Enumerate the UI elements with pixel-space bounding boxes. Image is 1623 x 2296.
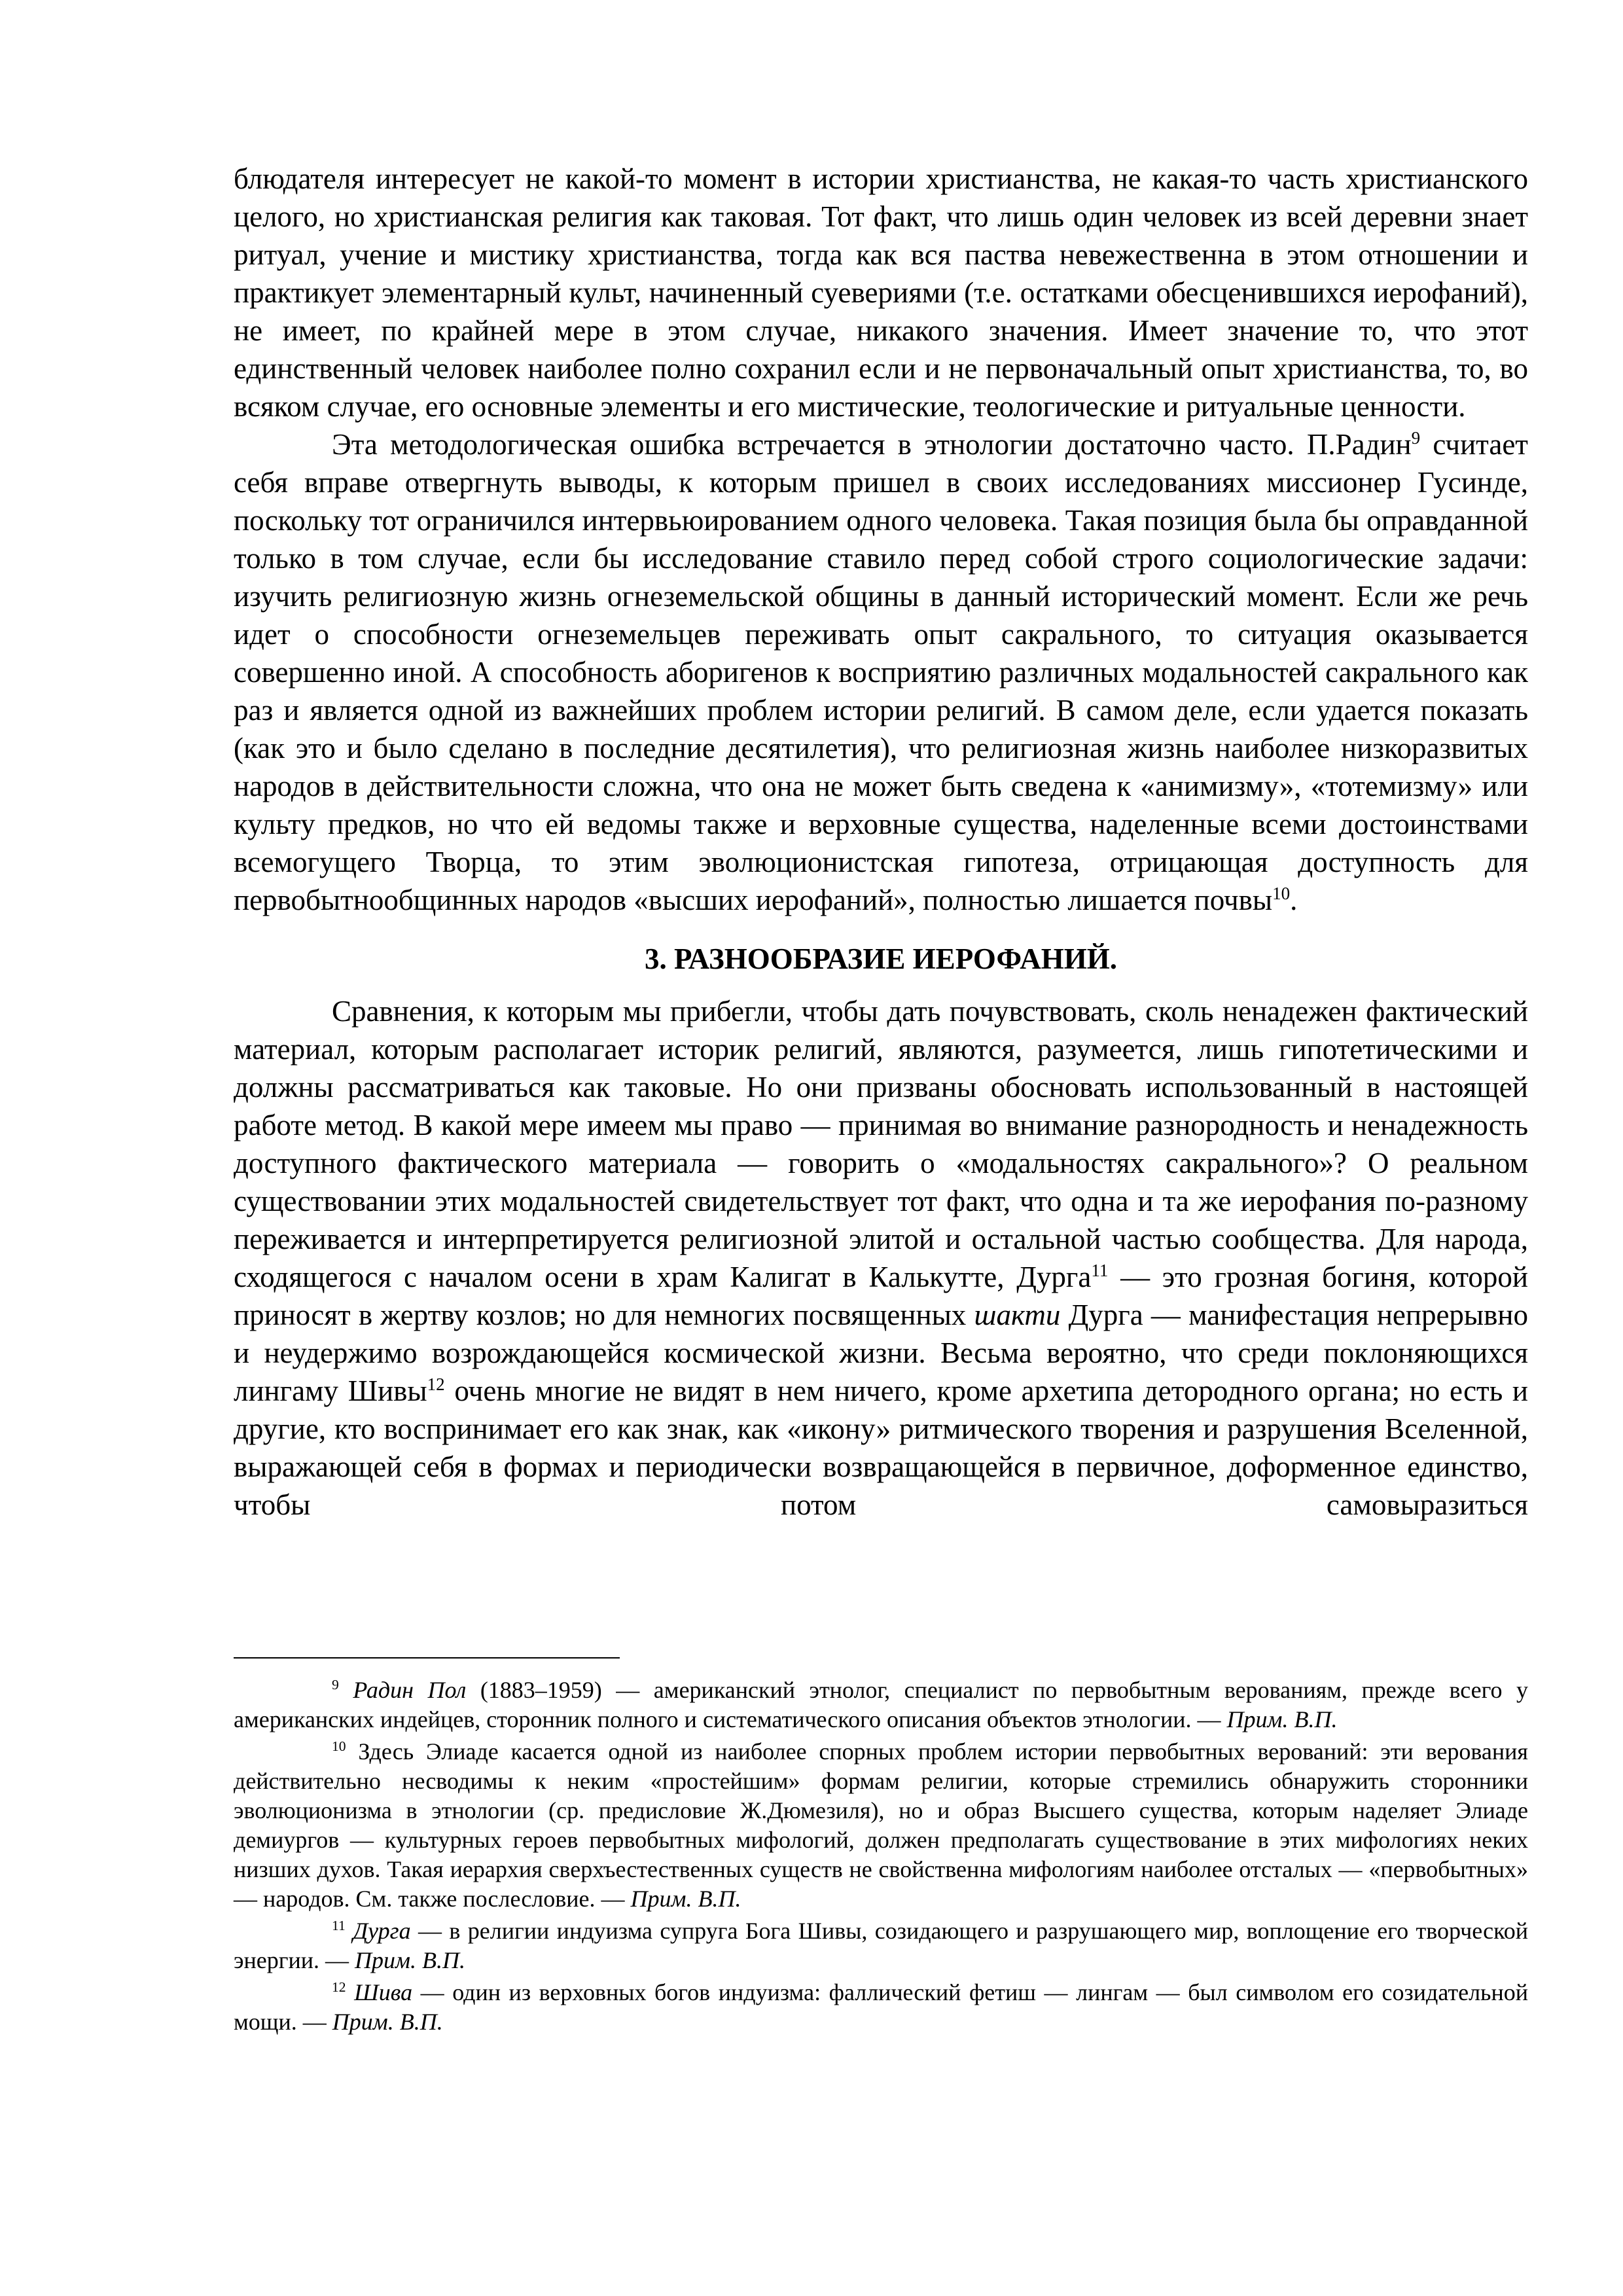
footnote-12 [234,1978,1528,2037]
footnote-11 [234,1916,1528,1975]
footnote-9 [234,1676,1528,1734]
paragraph-2-text-a: Эта методологическая ошибка встречается в этнологии достаточно часто. П.Радин [332,428,1412,461]
footnote-11-name: Дурга [353,1918,411,1944]
footnote-ref-12[interactable]: 12 [427,1374,445,1394]
main-text [234,160,1528,1524]
footnote-10 [234,1737,1528,1914]
paragraph-3-text-a: Сравнения, к которым мы прибегли, чтобы дать почувствовать, сколь ненадежен фактический материал, которым располагает историк религий, являются, разумеется, лишь гипотетическими и должны рассматриваться как таковые. Но они призваны обосновать использованный в настоящей работе метод. В какой мере имеем мы право — принимая во внимание разнородность и ненадежность доступного фактического материала — говорить о «модальностях сакрального»? О реальном существовании этих модальностей свидетельствует тот факт, что одна и та же иерофания по-разному переживается и интерпретируется религиозной элитой и остальной частью сообщества. Для народа, сходящегося с началом осени в храм Калигат в Калькутте, Дурга [234,995,1528,1293]
paragraph-1-text: блюдателя интересует не какой-то момент в истории христианства, не какая-то часть христианского целого, но христианская религия как таковая. Тот факт, что лишь один человек из всей деревни знает ритуал, учение и мистику христианства, тогда как вся паства невежественна в этом отношении и практикует элементарный культ, начиненный суевериями (т.е. остатками обесценившихся иерофаний), не имеет, по крайней мере в этом случае, никакого значения. Имеет значение то, что этот единственный человек наиболее полно сохранил если и не первоначальный опыт христианства, то, во всяком случае, его основные элементы и его мистические, теологические и ритуальные ценности. [234,162,1528,423]
footnote-number-10: 10 [332,1738,346,1754]
footnote-number-9: 9 [332,1677,339,1693]
footnote-11-note: Прим. В.П. [355,1947,465,1973]
footnote-9-name: Радин Пол [353,1677,467,1703]
footnote-number-11: 11 [332,1918,346,1933]
footnote-12-text: — один из верховных богов индуизма: фаллический фетиш — лингам — был символом его созидательной мощи. — [234,1979,1529,2035]
paragraph-2-text-c: . [1290,884,1298,916]
footnote-number-12: 12 [332,1979,346,1995]
footnote-12-name: Шива [354,1979,413,2005]
section-heading: 3. РАЗНООБРАЗИЕ ИЕРОФАНИЙ. [644,942,1118,975]
footnote-10-note: Прим. В.П. [630,1886,741,1912]
footnote-11-text: — в религии индуизма супруга Бога Шивы, созидающего и разрушающего мир, воплощение его творческой энергии. — [234,1918,1529,1973]
footnote-ref-10[interactable]: 10 [1272,884,1291,903]
paragraph-3-text-b: — это грозная богиня, которой приносят в жертву козлов; но для немногих посвященных [234,1261,1528,1331]
footnote-ref-9[interactable]: 9 [1411,428,1421,448]
paragraph-2 [234,425,1528,919]
footnote-9-text: (1883–1959) — американский этнолог, специалист по первобытным верованиям, прежде всего у американских индейцев, сторонник полного и систематического описания объектов этнологии. — [234,1677,1529,1732]
footnote-divider [234,1657,620,1659]
footnotes [234,1676,1528,2039]
footnote-9-note: Прим. В.П. [1226,1706,1338,1732]
footnote-ref-11[interactable]: 11 [1091,1261,1109,1280]
shakti-term: шакти [974,1299,1061,1331]
paragraph-3 [234,992,1528,1524]
paragraph-3-text-c: Дурга — манифестация непрерывно и неудержимо возрождающейся космической жизни. Весьма вероятно, что среди поклоняющихся лингаму Шивы [234,1299,1528,1407]
paragraph-1 [234,160,1528,425]
paragraph-2-text-b: считает себя вправе отвергнуть выводы, к которым пришел в своих исследованиях миссионер Гусинде, поскольку тот ограничился интервьюированием одного человека. Такая позиция была бы оправданной только в том случае, если бы исследование ставило перед собой строго социологические задачи: изучить религиозную жизнь огнеземельской общины в данный исторический момент. Если же речь идет о способности огнеземельцев переживать опыт сакрального, то ситуация оказывается совершенно иной. А способность аборигенов к восприятию различных модальностей сакрального как раз и является одной из важнейших проблем истории религий. В самом деле, если удается показать (как это и было сделано в последние десятилетия), что религиозная жизнь наиболее низкоразвитых народов в действительности сложна, что она не может быть сведена к «анимизму», «тотемизму» или культу предков, но что ей ведомы также и верховные существа, наделенные всеми достоинствами всемогущего Творца, то этим эволюционистская гипотеза, отрицающая доступность для первобытнообщинных народов «высших иерофаний», полностью лишается почвы [234,428,1528,916]
footnote-12-note: Прим. В.П. [332,2009,443,2035]
footnote-10-text: Здесь Элиаде касается одной из наиболее спорных проблем истории первобытных верований: эти верования действительно несводимы к неким «простейшим» формам религии, которые стремились обнаружить сторонники эволюционизма в этнологии (ср. предисловие Ж.Дюмезиля), но и образ Высшего существа, которым наделяет Элиаде демиургов — культурных героев первобытных мифологий, должен предполагать существование в этих мифологиях неких низших духов. Такая иерархия сверхъестественных существ не свойственна мифологиям наиболее отсталых — «первобытных» — народов. См. также послесловие. — [234,1738,1528,1912]
paragraph-3-text-d: очень многие не видят в нем ничего, кроме архетипа детородного органа; но есть и другие, кто воспринимает его как знак, как «икону» ритмического творения и разрушения Вселенной, выражающей себя в формах и периодически возвращающейся в первичное, доформенное единство, чтобы потом самовыразиться [234,1374,1528,1521]
